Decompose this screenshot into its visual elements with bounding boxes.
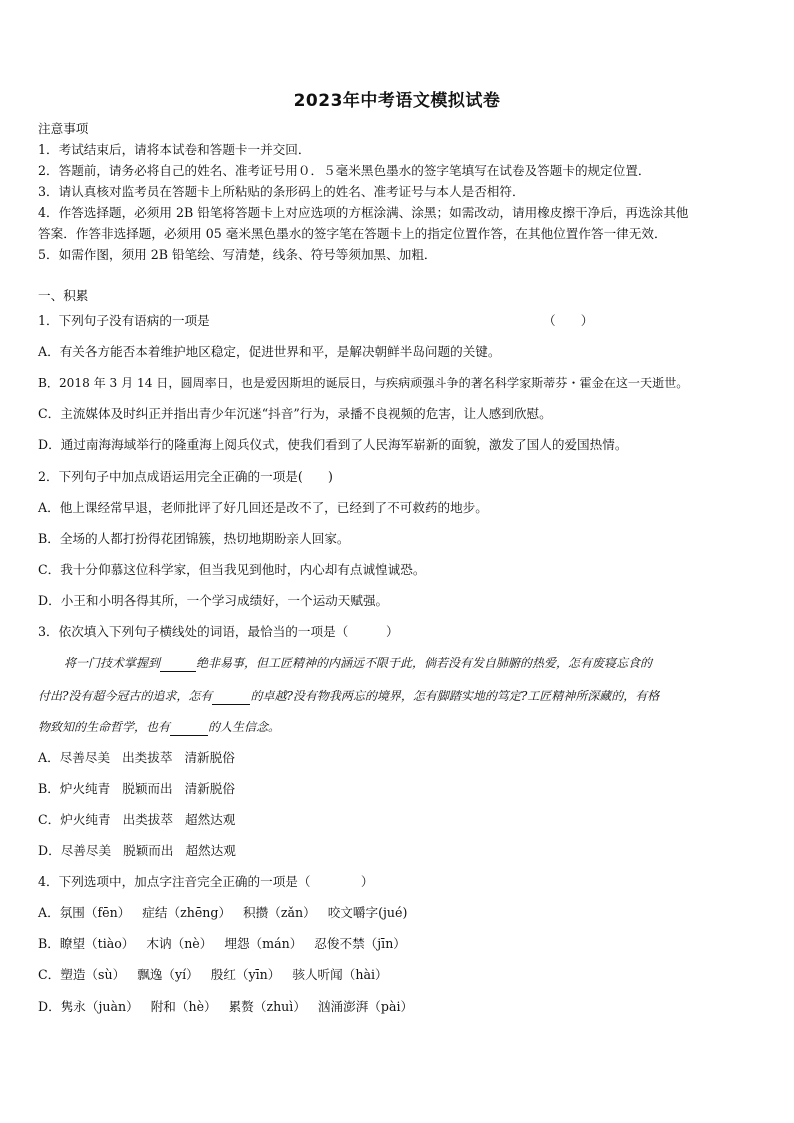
option-word: 症结（zhēng） [142,905,232,920]
question-4-stem: 4．下列选项中，加点字注音完全正确的一项是（ ） [38,874,374,889]
option-word: 超然达观 [185,843,236,858]
option-word: 清新脱俗 [184,781,235,796]
notice-item: 5．如需作图，须用 2B 铅笔绘、写清楚，线条、符号等须加黑、加粗． [38,247,437,262]
section-heading: 一、积累 [38,288,89,303]
notice-item: 2．答题前，请务必将自己的姓名、准考证号用０．５毫米黑色墨水的签字笔填写在试卷及答题卡的规定位置． [38,163,651,178]
question-3-passage-line [38,688,659,705]
option-word: B．炉火纯青 [38,781,111,796]
notice-heading: 注意事项 [38,121,89,136]
question-1-stem [38,313,758,329]
question-4-option-a [38,905,407,921]
question-4-option-c [38,967,388,983]
option-word: 出类拔萃 [122,750,173,765]
question-3-option-a [38,750,235,766]
question-2-option-a: A．他上课经常早退，老师批评了好几回还是改不了，已经到了不可救药的地步。 [38,500,488,515]
option-word: C．塑造（sù） [38,967,126,982]
option-word: 飘逸（yí） [137,967,199,982]
notice-item: 3．请认真核对监考员在答题卡上所粘贴的条形码上的姓名、准考证号与本人是否相符． [38,184,525,199]
question-1-option-b: B．2018 年 3 月 14 日，圆周率日，也是爱因斯坦的诞辰日，与疾病顽强斗争的著名科学家斯蒂芬・霍金在这一天逝世。 [38,376,689,390]
question-1-text: 1．下列句子没有语病的一项是 [38,313,210,328]
question-2-option-d: D．小王和小明各得其所，一个学习成绩好，一个运动天赋强。 [38,593,389,608]
question-3-option-b [38,781,235,797]
option-word: 忍俊不禁（jīn） [314,936,406,951]
option-word: 咬文嚼字(jué) [327,905,408,920]
question-2-option-c: C．我十分仰慕这位科学家，但当我见到他时，内心却有点诚惶诚恐。 [38,562,426,577]
option-word: 汹涌澎湃（pài） [317,999,414,1014]
passage-text: 的卓越?没有物我两忘的境界，怎有脚踏实地的笃定?工匠精神所深藏的，有格 [250,689,660,703]
passage-text: 的人生信念。 [208,720,281,734]
option-word: 骇人听闻（hài） [292,967,388,982]
answer-paren: （ ） [543,313,594,328]
option-word: 积攒（zǎn） [243,905,316,920]
option-word: 脱颖而出 [123,843,174,858]
question-4-option-b [38,936,406,952]
question-2-stem: 2．下列句子中加点成语运用完全正确的一项是( ) [38,469,333,484]
question-1-option-c: C．主流媒体及时纠正并指出青少年沉迷“抖音”行为，录播不良视频的危害，让人感到欣慰。 [38,406,552,421]
option-word: 脱颖而出 [122,781,173,796]
question-3-stem: 3．依次填入下列句子横线处的词语，最恰当的一项是（ ） [38,624,399,639]
page-title: 2023年中考语文模拟试卷 [293,91,501,111]
passage-text: 付出?没有超今冠古的追求，怎有 [38,689,213,703]
fill-blank [212,688,250,705]
option-word: 埋怨（mán） [224,936,303,951]
option-word: 殷红（yīn） [210,967,281,982]
question-3-passage-line [64,655,652,672]
fill-blank [160,655,196,672]
passage-text: 物致知的生命哲学，也有 [38,720,171,734]
option-word: 超然达观 [184,812,236,827]
option-word: 累赘（zhuì） [228,999,306,1014]
option-word: A．尽善尽美 [38,750,111,765]
question-3-option-c [38,812,235,828]
notice-item: 1．考试结束后，请将本试卷和答题卡一并交回． [38,142,311,157]
option-word: 附和（hè） [150,999,217,1014]
question-2-option-b: B．全场的人都打扮得花团锦簇，热切地期盼亲人回家。 [38,531,350,546]
passage-text: 将一门技术掌握到 [64,656,161,670]
option-word: 清新脱俗 [184,750,235,765]
option-word: A．氛围（fēn） [38,905,131,920]
fill-blank [170,719,208,736]
question-4-option-d [38,999,413,1015]
option-word: B．瞭望（tiào） [38,936,135,951]
option-word: C．炉火纯青 [38,812,111,827]
notice-item: 4．作答选择题，必须用 2B 铅笔将答题卡上对应选项的方框涂满、涂黑；如需改动，请用橡皮擦干净后，再选涂其他 [38,205,689,220]
question-3-option-d [38,843,236,859]
question-1-option-a: A．有关各方能否本着维护地区稳定，促进世界和平，是解决朝鲜半岛问题的关键。 [38,344,501,359]
option-word: D．尽善尽美 [38,843,112,858]
option-word: 出类拔萃 [122,812,173,827]
option-word: 木讷（nè） [146,936,213,951]
question-3-passage-line [38,719,280,736]
question-1-option-d: D．通过南海海域举行的隆重海上阅兵仪式，使我们看到了人民海军崭新的面貌，激发了国人的爱国热情。 [38,437,628,452]
passage-text: 绝非易事，但工匠精神的内涵远不限于此，倘若没有发自肺腑的热爱，怎有废寝忘食的 [196,656,653,670]
notice-item: 答案．作答非选择题，必须用 05 毫米黑色墨水的签字笔在答题卡上的指定位置作答，在其他位置作答一律无效． [38,226,667,241]
option-word: D．隽永（juàn） [38,999,139,1014]
